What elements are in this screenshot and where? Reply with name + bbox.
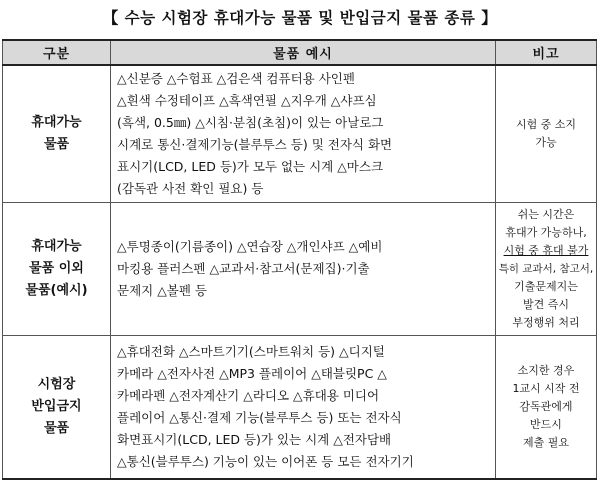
note-line: 가능 <box>535 135 557 149</box>
table-row <box>3 335 597 479</box>
item-line: 플레이어 △통신·결제 기능(블루투스 등) 또는 전자식 <box>117 409 402 425</box>
row-category <box>3 202 111 335</box>
item-line: △통신(블루투스) 기능이 있는 이어폰 등 모든 전자기기 <box>117 453 414 469</box>
page-title: 【 수능 시험장 휴대가능 물품 및 반입금지 물품 종류 】 <box>102 9 498 27</box>
row-category <box>3 335 111 479</box>
row-note <box>496 202 597 335</box>
note-line: 시험 중 휴대 불가 <box>503 243 589 257</box>
category-line: 물품 <box>43 420 70 436</box>
item-line: (흑색, 0.5㎜) △시침·분침(초침)이 있는 아날로그 <box>117 114 384 130</box>
item-line: 마킹용 플러스펜 △교과서·참고서(문제집)·기출 <box>117 260 370 276</box>
note-line: 감독관에게 <box>519 399 573 413</box>
row-category <box>3 65 111 202</box>
row-items <box>111 65 496 202</box>
item-line: 시계로 통신·결제기능(블루투스 등) 및 전자식 화면 <box>117 136 393 152</box>
item-line: △투명종이(기름종이) △연습장 △개인샤프 △예비 <box>117 238 383 254</box>
note-line: 부정행위 처리 <box>512 315 580 329</box>
table-header-row <box>3 40 597 65</box>
item-line: △휴대전화 △스마트기기(스마트워치 등) △디지털 <box>117 343 385 359</box>
item-line: 카메라펜 △전자계산기 △라디오 △휴대용 미디어 <box>117 387 380 403</box>
category-line: 물품(예시) <box>25 282 88 298</box>
header-category: 구분 <box>3 40 111 65</box>
category-line: 물품 <box>43 136 70 152</box>
item-line: (감독관 사전 확인 필요) 등 <box>117 180 264 196</box>
category-line: 시험장 <box>37 376 76 392</box>
row-note <box>496 335 597 479</box>
table-row <box>3 202 597 335</box>
item-line: 카메라 △전자사전 △MP3 플레이어 △태블릿PC △ <box>117 365 387 381</box>
note-line: 특히 교과서, 참고서, <box>498 262 594 275</box>
item-line: △신분증 △수험표 △검은색 컴퓨터용 사인펜 <box>117 70 355 86</box>
items-table <box>2 39 597 480</box>
note-line: 반드시 <box>530 417 562 431</box>
table-row <box>3 65 597 202</box>
category-line: 휴대가능 <box>31 238 82 254</box>
category-line: 휴대가능 <box>31 114 82 130</box>
header-note: 비고 <box>496 40 597 65</box>
note-line: 발견 즉시 <box>522 297 569 311</box>
row-note <box>496 65 597 202</box>
category-line: 물품 이외 <box>29 260 84 276</box>
note-line: 기출문제지는 <box>514 279 578 293</box>
header-items: 물품 예시 <box>111 40 496 65</box>
note-line: 제출 필요 <box>522 435 569 449</box>
row-items <box>111 202 496 335</box>
note-line: 쉬는 시간은 <box>517 207 575 221</box>
row-items <box>111 335 496 479</box>
note-line: 소지한 경우 <box>517 363 575 377</box>
note-line: 시험 중 소지 <box>515 117 577 131</box>
item-line: 화면표시기(LCD, LED 등)가 있는 시계 △전자담배 <box>117 431 392 447</box>
note-line: 1교시 시작 전 <box>512 381 580 395</box>
category-line: 반입금지 <box>31 398 82 414</box>
item-line: 표시기(LCD, LED 등)가 모두 없는 시계 △마스크 <box>117 158 384 174</box>
item-line: △흰색 수정테이프 △흑색연필 △지우개 △샤프심 <box>117 92 377 108</box>
note-line: 휴대가 가능하나, <box>505 225 587 239</box>
item-line: 문제지 △볼펜 등 <box>117 282 208 298</box>
